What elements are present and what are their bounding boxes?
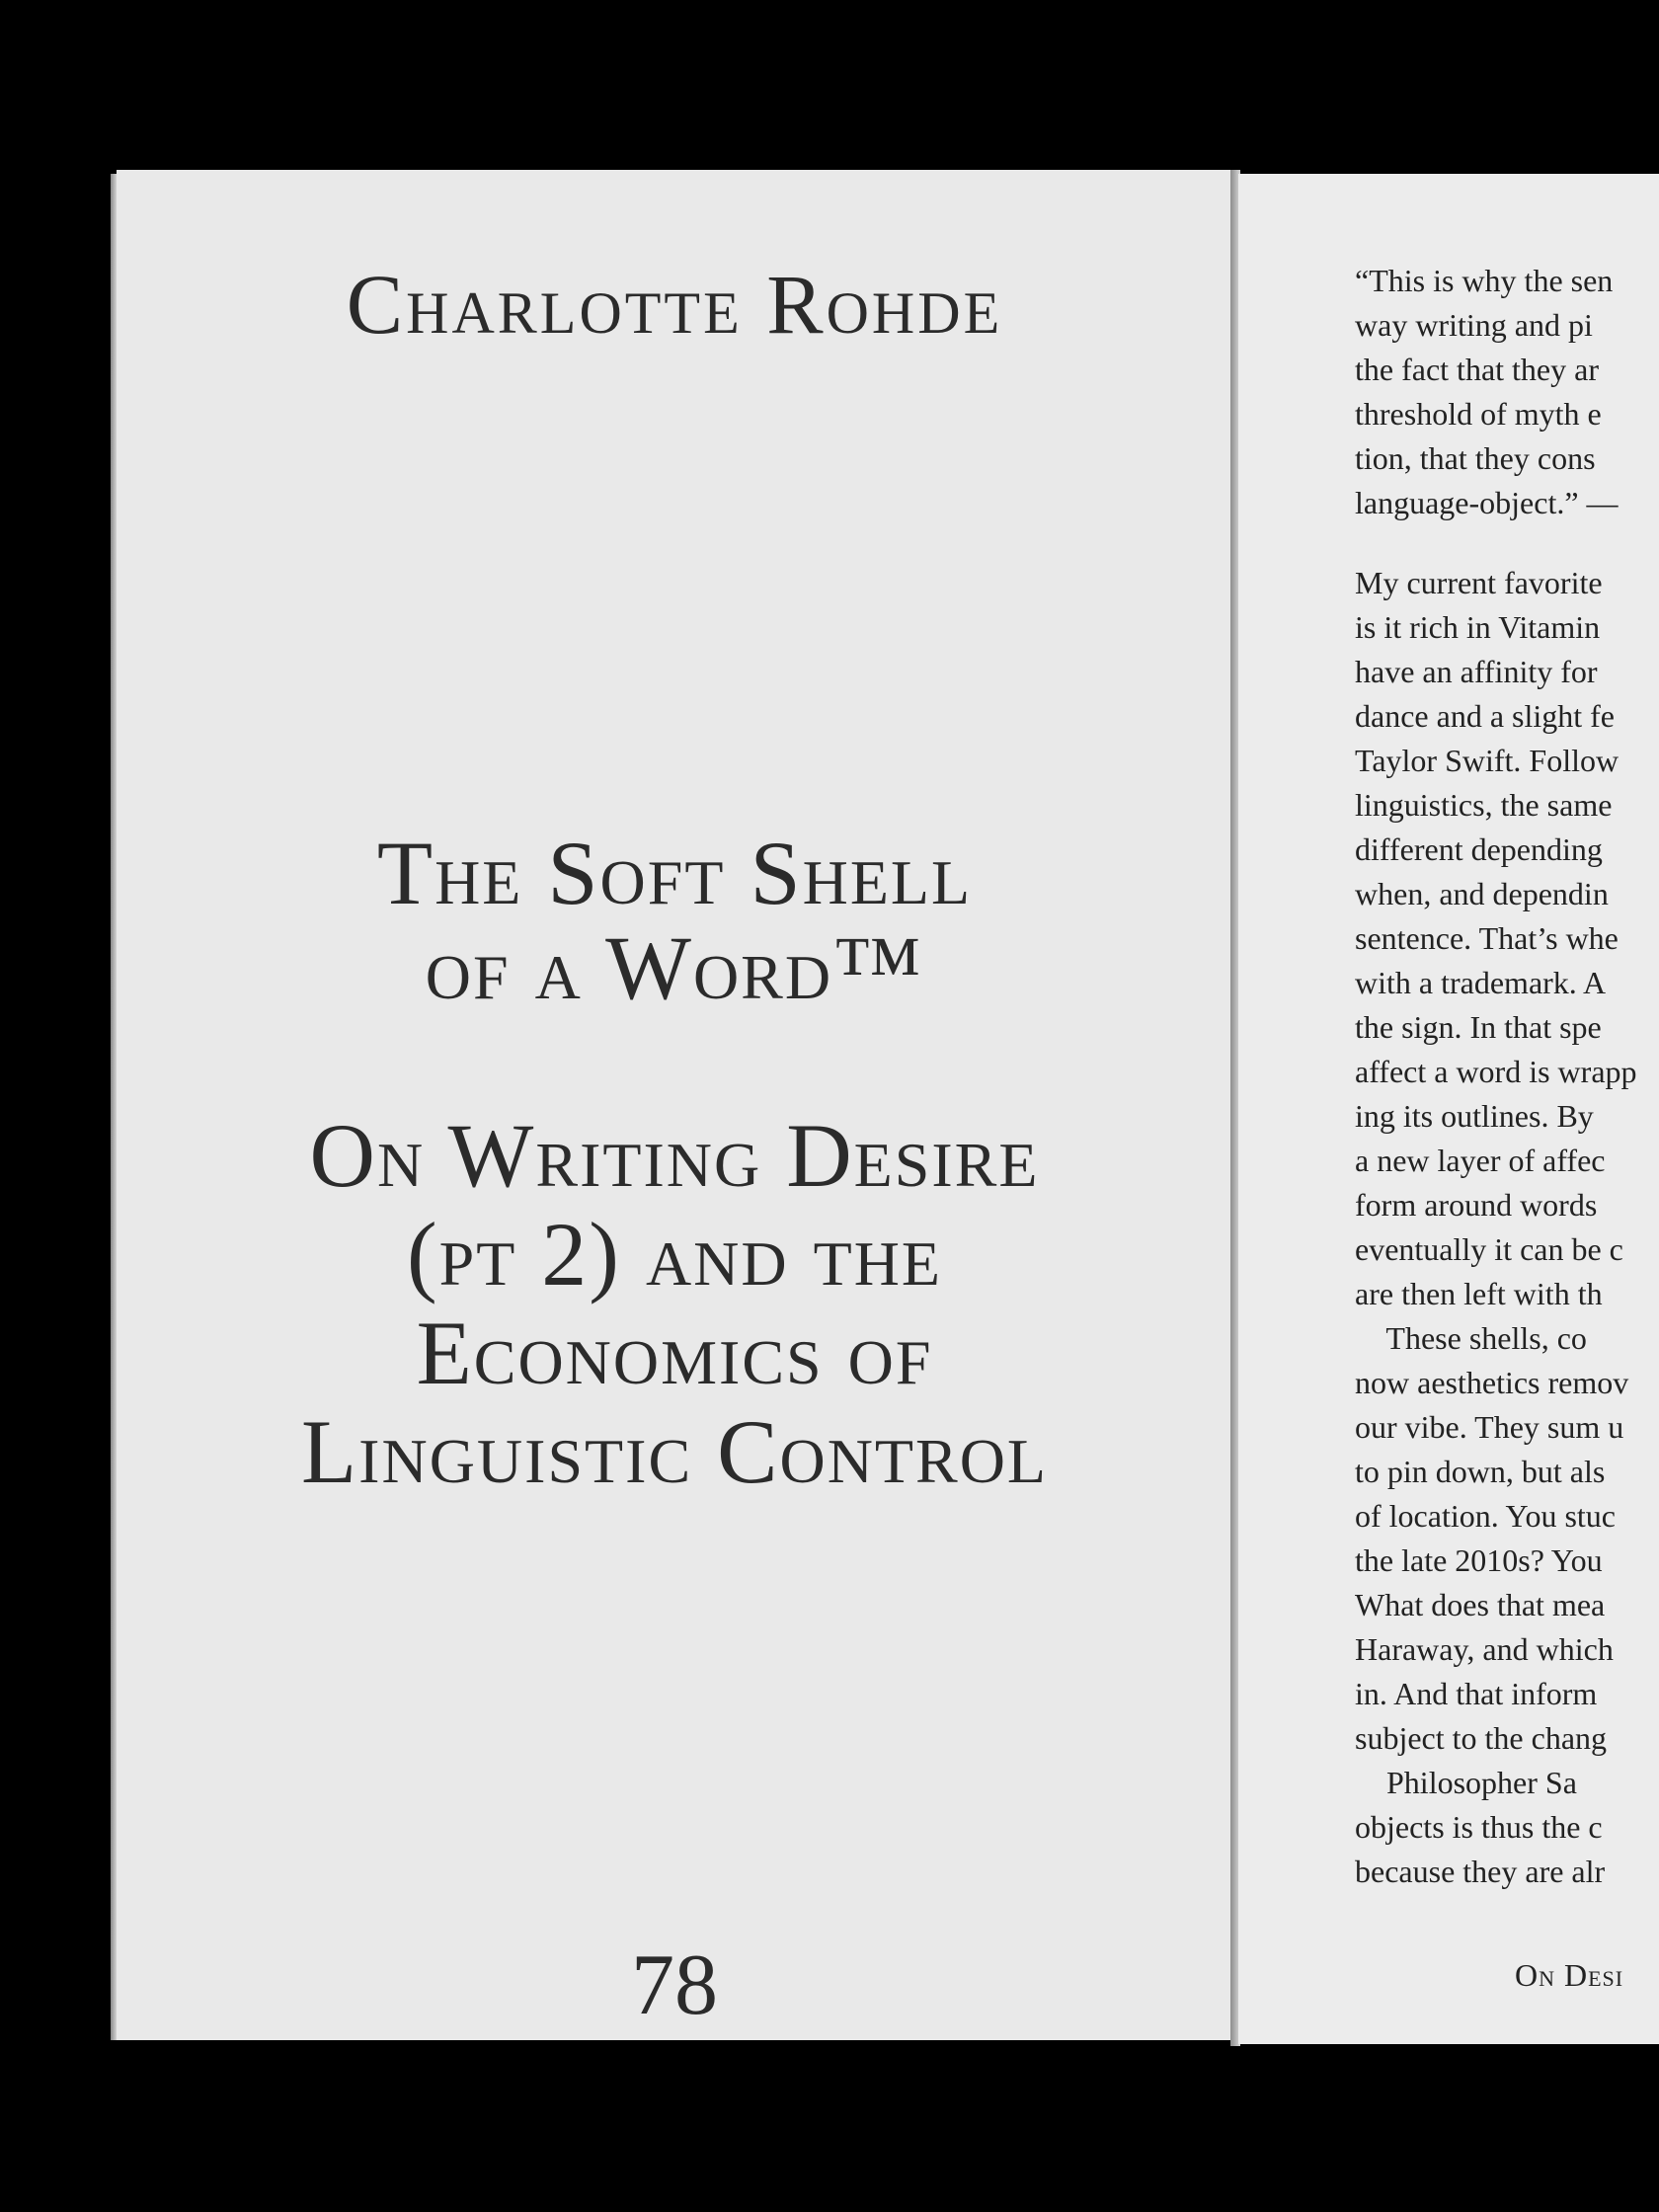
right-page: [1238, 174, 1659, 2044]
author-name: Charlotte Rohde: [346, 257, 1003, 352]
text-line: of location. You stuc: [1355, 1498, 1616, 1534]
text-line: threshold of myth e: [1355, 396, 1602, 432]
page-number: 78: [631, 1937, 718, 2033]
text-line: Philosopher Sa: [1355, 1765, 1577, 1800]
text-line: a new layer of affec: [1355, 1143, 1606, 1178]
subtitle-line-3: Economics of: [416, 1303, 933, 1403]
text-line: our vibe. They sum u: [1355, 1409, 1624, 1445]
subtitle-line-4: Linguistic Control: [300, 1401, 1049, 1502]
text-line: way writing and pi: [1355, 307, 1593, 343]
text-line: What does that mea: [1355, 1587, 1606, 1622]
text-line: the late 2010s? You: [1355, 1542, 1603, 1578]
text-line: affect a word is wrapp: [1355, 1054, 1637, 1089]
running-footer: On Desi: [1515, 1957, 1624, 1993]
text-line: because they are alr: [1355, 1854, 1606, 1889]
text-line: These shells, co: [1355, 1320, 1587, 1356]
text-line: with a trademark. A: [1355, 965, 1607, 1000]
text-line: have an affinity for: [1355, 654, 1598, 689]
text-line: the sign. In that spe: [1355, 1009, 1602, 1045]
text-line: sentence. That’s whe: [1355, 920, 1619, 956]
article-title: [117, 823, 1232, 1018]
text-line: is it rich in Vitamin: [1355, 609, 1601, 645]
text-line: form around words: [1355, 1187, 1598, 1223]
text-line: language-object.” —: [1355, 485, 1619, 520]
text-line: tion, that they cons: [1355, 440, 1596, 476]
text-line: Taylor Swift. Follow: [1355, 743, 1620, 778]
text-line: the fact that they ar: [1355, 352, 1599, 387]
text-line: “This is why the sen: [1355, 263, 1614, 298]
article-subtitle: [117, 1106, 1232, 1501]
text-line: objects is thus the c: [1355, 1809, 1603, 1845]
text-line: when, and dependin: [1355, 876, 1609, 911]
text-line: Haraway, and which: [1355, 1631, 1614, 1667]
text-line: My current favorite: [1355, 565, 1603, 600]
title-line-1: The Soft Shell: [376, 823, 973, 923]
text-line: subject to the chang: [1355, 1720, 1608, 1756]
body-text: [1355, 259, 1659, 1894]
paragraph-break: [1355, 525, 1659, 561]
text-line: are then left with th: [1355, 1276, 1603, 1311]
text-line: eventually it can be c: [1355, 1231, 1623, 1267]
text-line: dance and a slight fe: [1355, 698, 1615, 734]
title-line-2: of a Word™: [425, 917, 924, 1018]
text-line: now aesthetics remov: [1355, 1365, 1629, 1400]
text-line: ing its outlines. By: [1355, 1098, 1594, 1134]
text-line: in. And that inform: [1355, 1676, 1598, 1711]
text-line: different depending: [1355, 831, 1603, 867]
text-line: to pin down, but als: [1355, 1454, 1606, 1489]
text-line: linguistics, the same: [1355, 787, 1613, 823]
subtitle-line-2: (pt 2) and the: [406, 1204, 943, 1304]
subtitle-line-1: On Writing Desire: [309, 1105, 1040, 1206]
